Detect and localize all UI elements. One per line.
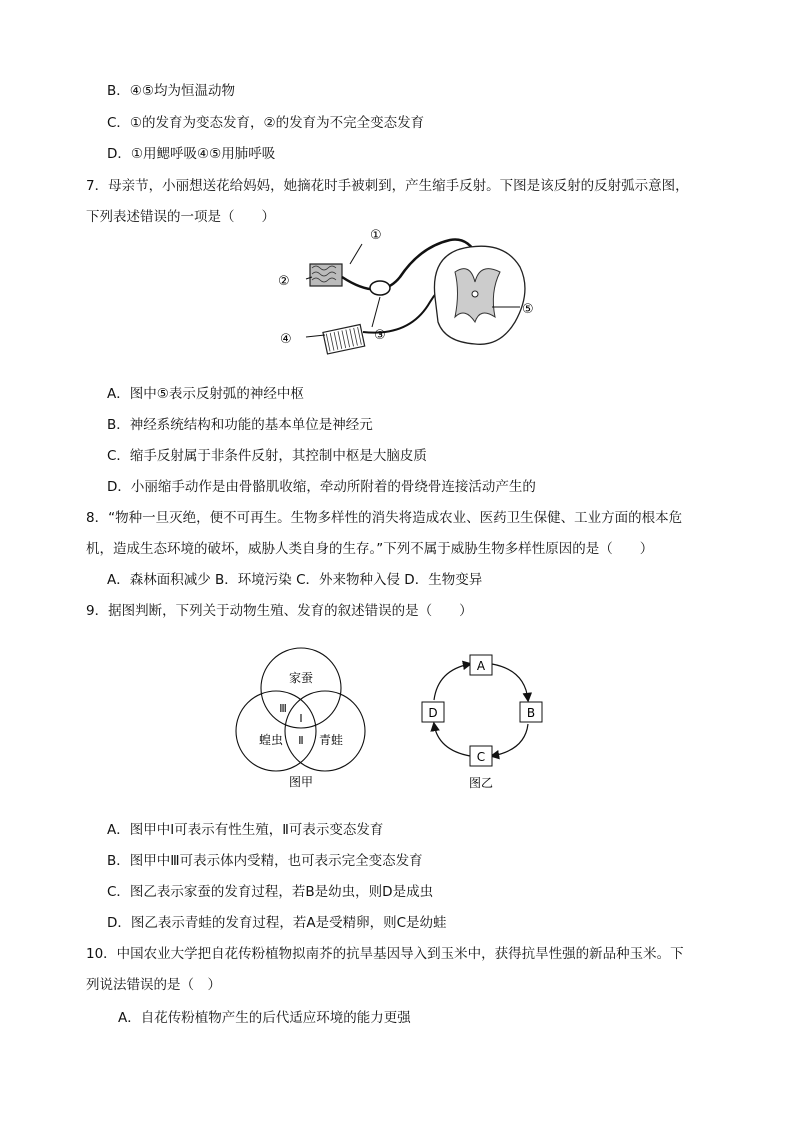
- q10-option-a: A．自花传粉植物产生的后代适应环境的能力更强: [118, 1010, 411, 1026]
- cycle-label-b: B: [526, 706, 536, 720]
- q7-option-a: A．图中⑤表示反射弧的神经中枢: [107, 386, 304, 402]
- receptor-skin: [310, 264, 342, 286]
- q9-option-b: B．图甲中Ⅲ可表示体内受精，也可表示完全变态发育: [107, 853, 423, 869]
- q7-option-c: C．缩手反射属于非条件反射，其控制中枢是大脑皮质: [107, 448, 427, 464]
- venn-silkworm: 家蚕: [288, 671, 314, 685]
- q6-option-d: D．①用鳃呼吸④⑤用肺呼吸: [107, 146, 276, 162]
- q7-stem-line1: 7．母亲节，小丽想送花给妈妈，她摘花时手被刺到，产生缩手反射。下图是该反射的反射弧示意图，: [86, 178, 689, 194]
- q8-stem-line1: 8．“物种一旦灭绝，便不可再生。生物多样性的消失将造成农业、医药卫生保健、工业方面的根本危: [86, 510, 683, 526]
- q9-option-a: A．图甲中Ⅰ可表示有性生殖，Ⅱ可表示变态发育: [107, 822, 384, 838]
- cycle-box-c: [470, 746, 492, 766]
- q10-stem-line1: 10．中国农业大学把自花传粉植物拟南芥的抗旱基因导入到玉米中，获得抗旱性强的新品种玉米。下: [86, 946, 684, 962]
- spinal-cord: [434, 246, 525, 344]
- q10-stem-line2: 列说法错误的是（ ）: [86, 977, 221, 993]
- cycle-figure: [410, 650, 560, 800]
- fig-b-caption: 图乙: [468, 776, 494, 790]
- venn-frog: 青蛙: [318, 733, 344, 747]
- q8-options: A．森林面积减少 B．环境污染 C．外来物种入侵 D．生物变异: [107, 572, 483, 588]
- label-4: ④: [280, 332, 292, 347]
- ganglion: [370, 281, 390, 295]
- q8-stem-line2: 机，造成生态环境的破坏，威胁人类自身的生存。”下列不属于威胁生物多样性原因的是（ ）: [86, 541, 654, 557]
- q6-option-c: C．①的发育为变态发育，②的发育为不完全变态发育: [107, 115, 425, 131]
- cycle-box-a: [470, 655, 492, 675]
- q9-stem: 9．据图判断，下列关于动物生殖、发育的叙述错误的是（ ）: [86, 603, 473, 619]
- venn-region-1: Ⅰ: [299, 712, 303, 725]
- label-5: ⑤: [522, 302, 534, 317]
- venn-locust: 蝗虫: [258, 733, 284, 747]
- q9-option-d: D．图乙表示青蛙的发育过程，若A是受精卵，则C是幼蛙: [107, 915, 447, 931]
- q7-stem-line2: 下列表述错误的一项是（ ）: [86, 209, 275, 225]
- label-2: ②: [278, 274, 290, 289]
- cycle-label-c: C: [476, 750, 486, 764]
- cycle-label-d: D: [428, 706, 438, 720]
- label-3: ③: [374, 328, 386, 343]
- cycle-label-a: A: [476, 659, 486, 673]
- effector-muscle: [323, 325, 365, 354]
- venn-figure: [230, 640, 370, 800]
- reflex-arc-figure: [270, 222, 550, 357]
- venn-region-3: Ⅲ: [279, 702, 287, 715]
- q7-option-b: B．神经系统结构和功能的基本单位是神经元: [107, 417, 373, 433]
- venn-region-2: Ⅱ: [298, 734, 304, 747]
- label-1: ①: [370, 228, 382, 243]
- cycle-box-b: [520, 702, 542, 722]
- q6-option-b: B．④⑤均为恒温动物: [107, 83, 235, 99]
- q9-option-c: C．图乙表示家蚕的发育过程，若B是幼虫，则D是成虫: [107, 884, 434, 900]
- q7-option-d: D．小丽缩手动作是由骨骼肌收缩，牵动所附着的骨绕骨连接活动产生的: [107, 479, 536, 495]
- cycle-box-d: [422, 702, 444, 722]
- fig-a-caption: 图甲: [288, 775, 314, 789]
